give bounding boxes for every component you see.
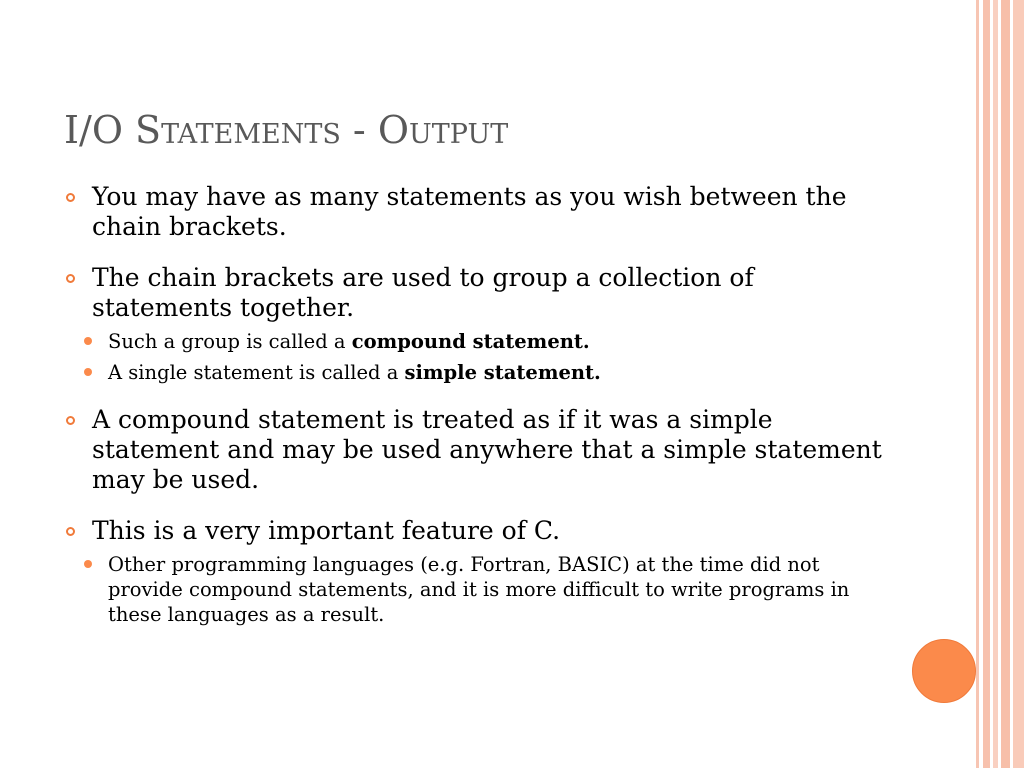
sub-bullet-item [66,552,896,627]
decorative-stripe [983,0,990,768]
hollow-circle-bullet-icon [66,274,75,283]
bullet-text: The chain brackets are used to group a collection of statements together. [92,263,754,322]
slide-body [66,182,896,652]
sub-bullet-list [92,552,896,627]
bullet-item [66,405,896,495]
sub-bullet-bold-text: compound statement. [351,330,590,353]
sub-bullet-item [66,329,896,354]
orange-circle-decoration [912,639,976,703]
sub-bullet-item [66,360,896,385]
sub-bullet-list [92,329,896,385]
bullet-text: A compound statement is treated as if it was a simple statement and may be used anywhere that a simple statement may be used. [92,405,882,494]
sub-bullet-text: Such a group is called a [108,330,352,353]
filled-dot-bullet-icon [84,368,92,376]
filled-dot-bullet-icon [84,560,92,568]
decorative-stripe [1013,0,1024,768]
sub-bullet-bold-text: simple statement. [404,361,601,384]
bullet-item [66,263,896,385]
bullet-item [66,516,896,627]
decorative-stripe [1001,0,1010,768]
hollow-circle-bullet-icon [66,193,75,202]
bullet-item [66,182,896,242]
decorative-stripe [993,0,998,768]
sub-bullet-text: A single statement is called a [108,361,405,384]
hollow-circle-bullet-icon [66,527,75,536]
bullet-text: This is a very important feature of C. [92,516,561,545]
hollow-circle-bullet-icon [66,416,75,425]
sub-bullet-text: Other programming languages (e.g. Fortran, BASIC) at the time did not provide compound statements, and it is more difficult to write programs in these languages as a result. [108,553,850,626]
filled-dot-bullet-icon [84,337,92,345]
slide-title: I/O Statements - Output [64,108,509,152]
decorative-stripe [976,0,979,768]
bullet-text: You may have as many statements as you wish between the chain brackets. [92,182,847,241]
